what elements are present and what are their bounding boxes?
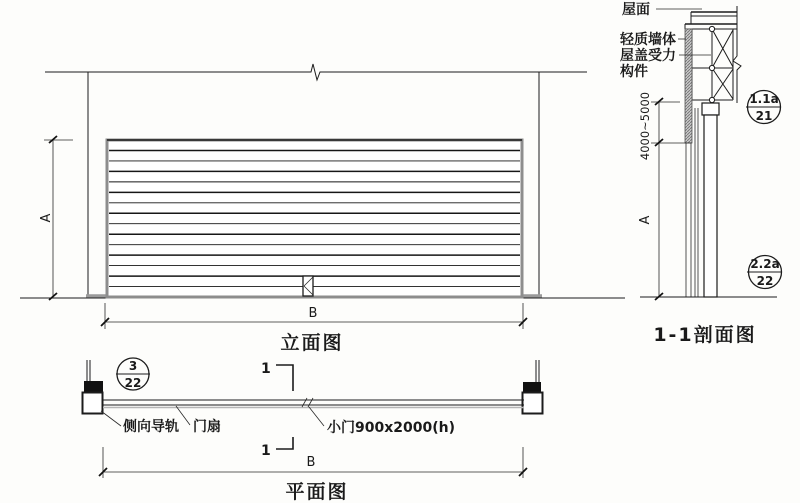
plan-detail-ref-den: 22 <box>124 376 142 390</box>
small-door-label: 小门900x2000(h) <box>327 420 455 436</box>
detail-ref-upper-num: 1.1a <box>749 92 779 106</box>
plan-detail-ref <box>116 358 150 390</box>
section-title: 1-1剖面图 <box>653 324 757 346</box>
section-mark-bottom-text: 1 <box>261 443 271 459</box>
wicket-door-symbol <box>303 276 313 296</box>
light-wall-label: 轻质墙体 <box>620 32 676 48</box>
elevation-dim-height-text: A <box>39 213 54 223</box>
section-dim-headroom-text: 4000~5000 <box>638 91 652 161</box>
plan-detail-ref-num: 3 <box>128 359 138 373</box>
roof-member-label-line2: 构件 <box>620 64 648 80</box>
roof-member-label-line1: 屋盖受力 <box>620 48 676 64</box>
elevation-title: 立面图 <box>280 332 344 354</box>
detail-ref-upper-den: 21 <box>755 109 773 123</box>
lightweight-wall <box>685 29 692 143</box>
detail-ref-lower-num: 2.2a <box>750 257 780 271</box>
section-mark-top-text: 1 <box>261 361 271 377</box>
elevation-dim-width-text: B <box>308 306 318 321</box>
section-dim-height-text: A <box>638 215 653 225</box>
plan-title: 平面图 <box>285 481 349 503</box>
door-leaf-frame <box>107 140 522 297</box>
detail-ref-lower-den: 22 <box>756 274 774 288</box>
door-leaf-label: 门扇 <box>193 419 221 435</box>
roof-label: 屋面 <box>622 2 650 18</box>
guide-rail-label: 侧向导轨 <box>123 419 179 435</box>
plan-dim-width-text: B <box>306 455 316 470</box>
